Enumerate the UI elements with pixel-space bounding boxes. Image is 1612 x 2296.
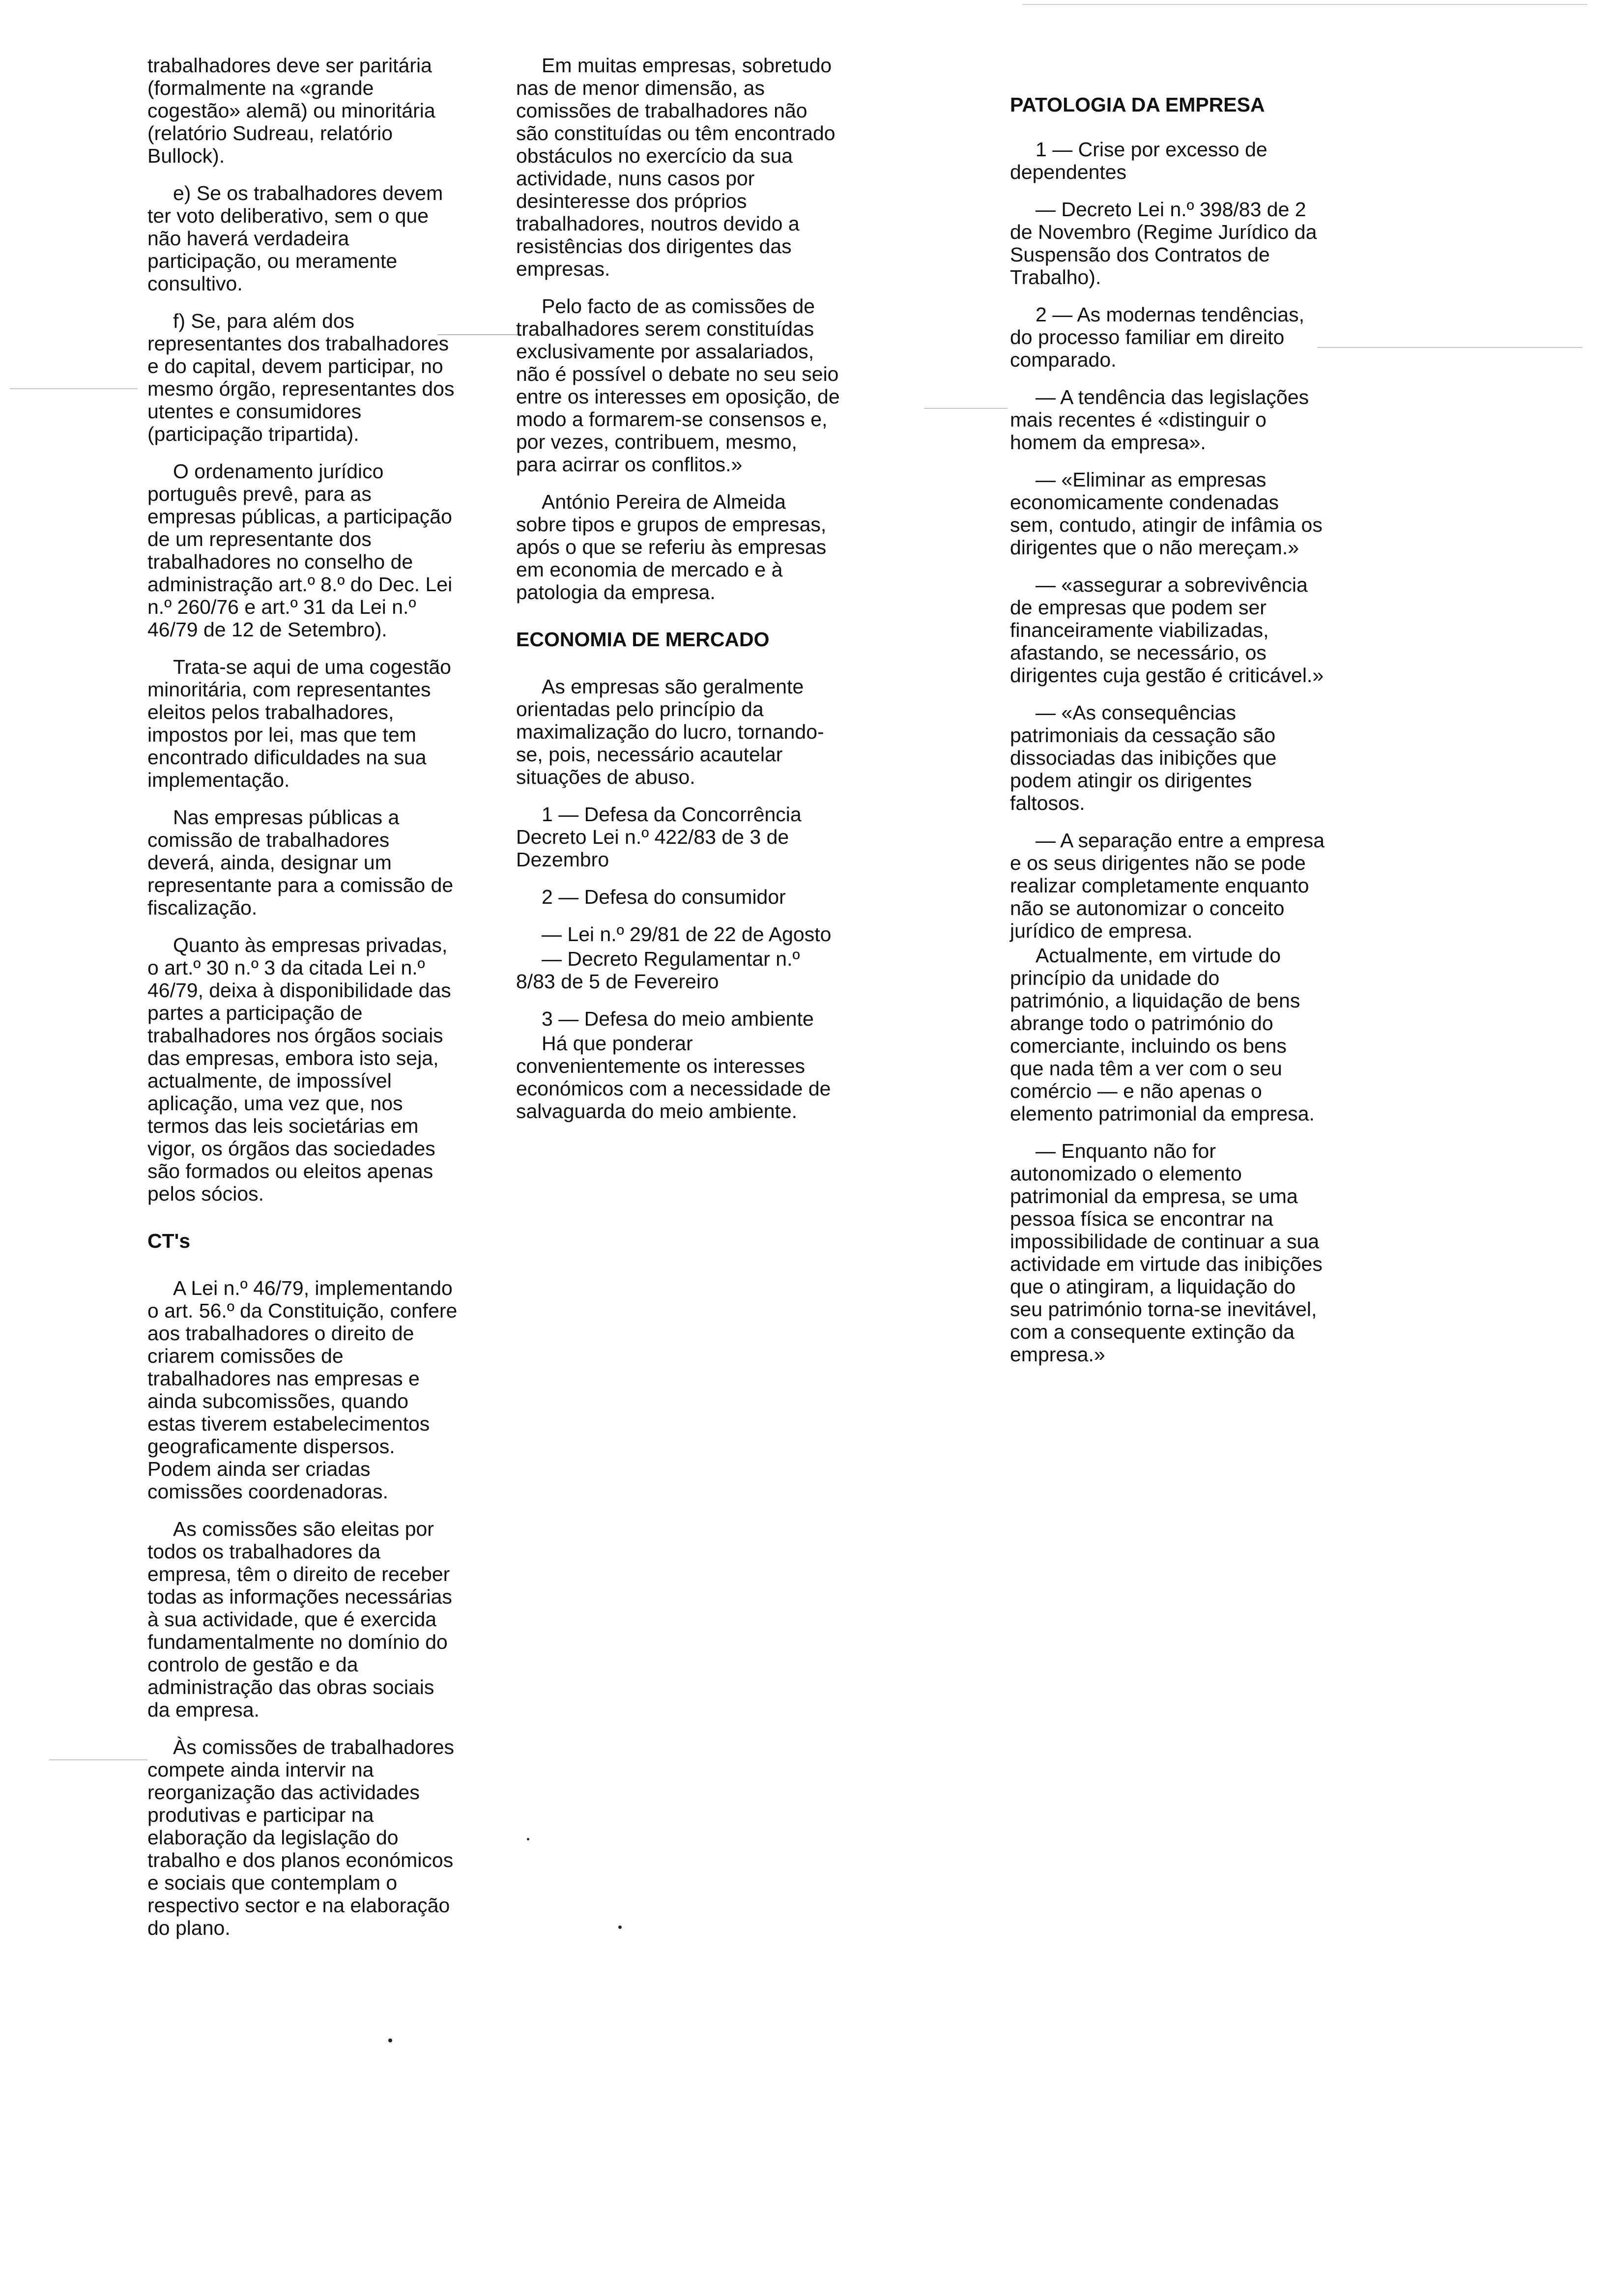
paragraph: António Pereira de Almeida sobre tipos e grupos de empresas, após o que se referiu às empresas em economia de mercado e à patologia da empresa. <box>516 490 827 603</box>
scan-speck <box>388 2038 392 2042</box>
paragraph: Pelo facto de as comissões de trabalhadores serem constituídas exclusivamente por assalariados, não é possível o debate no seu seio entre os interesses em oposição, de modo a formarem-se consensos e, por vezes, contribuem, mesmo, para acirrar os conflitos.» <box>516 295 840 476</box>
paragraph: Nas empresas públicas a comissão de trabalhadores deverá, ainda, designar um representante para a comissão de fiscalização. <box>147 806 454 919</box>
section-heading-patologia-da-empresa: PATOLOGIA DA EMPRESA <box>1010 93 1265 116</box>
paragraph: 1 — Defesa da Concorrência Decreto Lei n.º 422/83 de 3 de Dezembro <box>516 803 802 871</box>
paragraph: — «assegurar a sobrevivência de empresas que podem ser financeiramente viabilizadas, afastando, se necessário, os dirigentes cuja gestão é criticável.» <box>1010 574 1324 687</box>
paragraph: — A separação entre a empresa e os seus dirigentes não se pode realizar completamente enquanto não se autonomizar o conceito jurídico de empresa. <box>1010 829 1325 942</box>
column-2 <box>516 54 840 1137</box>
paragraph: 2 — As modernas tendências, do processo familiar em direito comparado. <box>1010 303 1304 371</box>
paragraph: A Lei n.º 46/79, implementando o art. 56.º da Constituição, confere aos trabalhadores o direito de criarem comissões de trabalhadores nas empresas e ainda subcomissões, quando estas tiverem estabelecimentos geograficamente dispersos. Podem ainda ser criadas comissões coordenadoras. <box>147 1277 458 1503</box>
section-heading-cts: CT's <box>147 1230 191 1252</box>
scan-artifact-line <box>924 408 1008 409</box>
paragraph: f) Se, para além dos representantes dos trabalhadores e do capital, devem participar, no mesmo órgão, representantes dos utentes e consumidores (participação tripartida). <box>147 310 455 445</box>
paragraph: — «As consequências patrimoniais da cessação são dissociadas das inibições que podem atingir os dirigentes faltosos. <box>1010 701 1277 814</box>
paragraph: Às comissões de trabalhadores compete ainda intervir na reorganização das actividades produtivas e participar na elaboração da legislação do trabalho e dos planos económicos e sociais que contemplam o respectivo sector e na elaboração do plano. <box>147 1736 455 1939</box>
paragraph: As comissões são eleitas por todos os trabalhadores da empresa, têm o direito de receber todas as informações necessárias à sua actividade, que é exercida fundamentalmente no domínio do controlo de gestão e da administração das obras sociais da empresa. <box>147 1518 452 1721</box>
scan-artifact-line <box>49 1759 147 1760</box>
scan-artifact-line <box>1317 347 1583 348</box>
paragraph: — Decreto Lei n.º 398/83 de 2 de Novembro (Regime Jurídico da Suspensão dos Contratos de Trabalho). <box>1010 198 1317 288</box>
paragraph: — Enquanto não for autonomizado o elemento patrimonial da empresa, se uma pessoa física se encontrar na impossibilidade de continuar a sua actividade em virtude das inibições que o atingiram, a liquidação do seu património torna-se inevitável, com a consequente extinção da empresa.» <box>1010 1140 1323 1366</box>
paragraph: Actualmente, em virtude do princípio da unidade do património, a liquidação de bens abrange todo o património do comerciante, incluindo os bens que nada têm a ver com o seu comércio — e não apenas o elemento patrimonial da empresa. <box>1010 944 1315 1125</box>
column-3 <box>1010 54 1324 1380</box>
section-heading-economia-de-mercado: ECONOMIA DE MERCADO <box>516 628 770 651</box>
paragraph: — «Eliminar as empresas economicamente condenadas sem, contudo, atingir de infâmia os dirigentes que o não mereçam.» <box>1010 468 1323 559</box>
paragraph: — Decreto Regulamentar n.º 8/83 de 5 de Fevereiro <box>516 947 800 993</box>
paragraph: e) Se os trabalhadores devem ter voto deliberativo, sem o que não haverá verdadeira participação, ou meramente consultivo. <box>147 182 443 295</box>
paragraph: Em muitas empresas, sobretudo nas de menor dimensão, as comissões de trabalhadores não são constituídas ou têm encontrado obstáculos no exercício da sua actividade, nuns casos por desinteresse dos próprios trabalhadores, noutros devido a resistências dos dirigentes das empresas. <box>516 54 835 280</box>
paragraph: — Lei n.º 29/81 de 22 de Agosto <box>542 923 832 946</box>
paragraph: — A tendência das legislações mais recentes é «distinguir o homem da empresa». <box>1010 386 1309 454</box>
column-1 <box>147 54 462 1954</box>
paragraph: 1 — Crise por excesso de dependentes <box>1010 138 1267 183</box>
paragraph: Quanto às empresas privadas, o art.º 30 n.º 3 da citada Lei n.º 46/79, deixa à disponibilidade das partes a participação de trabalhadores nos órgãos sociais das empresas, embora isto seja, actualmente, de impossível aplicação, uma vez que, nos termos das leis societárias em vigor, os órgãos das sociedades são formados ou eleitos apenas pelos sócios. <box>147 934 451 1205</box>
paragraph: As empresas são geralmente orientadas pelo princípio da maximalização do lucro, tornando-se, pois, necessário acautelar situações de abuso. <box>516 675 824 788</box>
paragraph: 2 — Defesa do consumidor <box>542 886 786 908</box>
paragraph: Trata-se aqui de uma cogestão minoritária, com representantes eleitos pelos trabalhadores, impostos por lei, mas que tem encontrado dificuldades na sua implementação. <box>147 656 451 791</box>
paragraph: Há que ponderar convenientemente os interesses económicos com a necessidade de salvaguarda do meio ambiente. <box>516 1032 831 1122</box>
paragraph: 3 — Defesa do meio ambiente <box>542 1007 814 1030</box>
scan-artifact-line <box>10 388 138 389</box>
scan-speck <box>618 1925 622 1929</box>
scan-artifact-line <box>1022 4 1587 5</box>
paragraph: O ordenamento jurídico português prevê, para as empresas públicas, a participação de um representante dos trabalhadores no conselho de administração art.º 8.º do Dec. Lei n.º 260/76 e art.º 31 da Lei n.º 46/79 de 12 de Setembro). <box>147 460 453 641</box>
scan-speck <box>527 1838 529 1840</box>
paragraph: trabalhadores deve ser paritária (formalmente na «grande cogestão» alemã) ou minoritária (relatório Sudreau, relatório Bullock). <box>147 54 435 167</box>
